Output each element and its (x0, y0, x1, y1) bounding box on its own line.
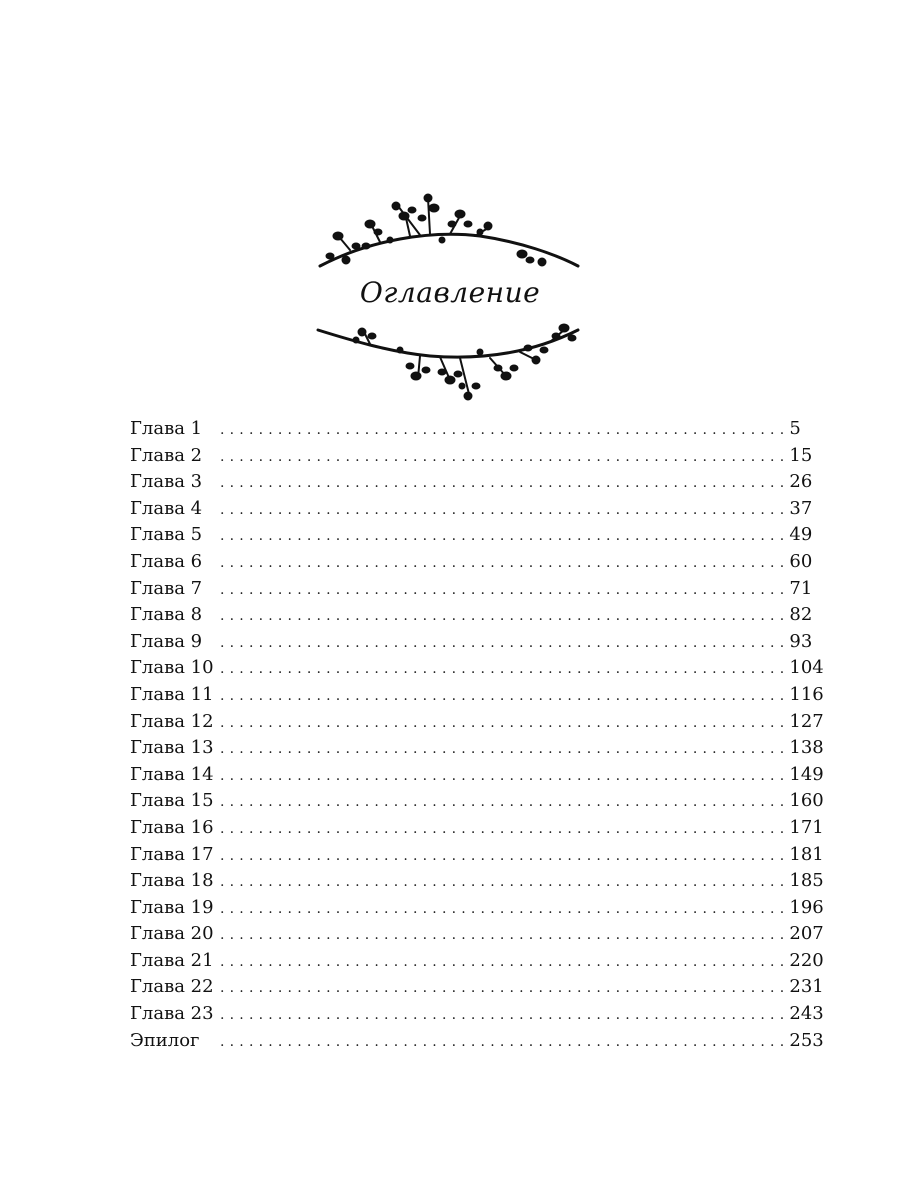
toc-dot-leader: ........................................................... (220, 634, 790, 651)
toc-entry-label: Глава 11 (130, 683, 214, 705)
toc-dot-leader: ........................................................... (220, 661, 790, 678)
toc-dot-leader: ........................................................... (220, 1033, 790, 1050)
toc-dot-leader: ........................................................... (220, 501, 790, 518)
toc-entry-page-number: 104 (789, 657, 824, 679)
toc-entry[interactable] (130, 788, 824, 815)
toc-entry-label: Глава 22 (130, 976, 214, 998)
toc-entry[interactable] (130, 496, 813, 523)
toc-dot-leader: ........................................................... (220, 1007, 790, 1024)
toc-dot-leader: ........................................................... (220, 874, 790, 891)
page-title: Оглавление (359, 276, 541, 309)
toc-entry[interactable] (130, 655, 824, 682)
toc-entry-label: Глава 16 (130, 816, 214, 838)
toc-entry[interactable] (130, 522, 813, 549)
toc-dot-leader: ........................................................... (220, 847, 790, 864)
toc-dot-leader: ........................................................... (220, 528, 790, 545)
toc-entry-page-number: 181 (789, 843, 824, 865)
toc-entry[interactable] (130, 709, 824, 736)
toc-dot-leader: ........................................................... (220, 741, 790, 758)
toc-entry-page-number: 127 (789, 710, 824, 732)
toc-entry-label: Глава 14 (130, 763, 214, 785)
toc-dot-leader: ........................................................... (220, 422, 790, 438)
toc-entry[interactable] (130, 895, 824, 922)
toc-entry-label: Глава 5 (130, 524, 203, 546)
toc-dot-leader: ........................................................... (220, 608, 790, 625)
toc-entry-page-number: 243 (789, 1003, 824, 1025)
toc-entry-page-number: 71 (789, 577, 813, 599)
toc-entry-page-number: 138 (789, 737, 824, 759)
toc-entry-label: Глава 1 (130, 418, 203, 439)
toc-entry-page-number: 15 (789, 444, 813, 466)
toc-entry-page-number: 149 (789, 763, 824, 785)
toc-entry[interactable] (130, 1001, 824, 1028)
toc-entry[interactable] (130, 469, 813, 496)
toc-entry-page-number: 220 (789, 949, 824, 971)
toc-entry[interactable] (130, 682, 824, 709)
toc-dot-leader: ........................................................... (220, 980, 790, 997)
toc-entry[interactable] (130, 576, 813, 603)
toc-entry-label: Глава 3 (130, 471, 203, 493)
toc-dot-leader: ........................................................... (220, 687, 790, 704)
toc-entry-label: Глава 2 (130, 444, 203, 466)
toc-entry-label: Глава 12 (130, 710, 214, 732)
toc-dot-leader: ........................................................... (220, 767, 790, 784)
toc-dot-leader: ........................................................... (220, 475, 790, 492)
toc-entry-label: Глава 23 (130, 1003, 214, 1025)
toc-entry-page-number: 116 (789, 683, 824, 705)
toc-entry[interactable] (130, 735, 824, 762)
toc-entry[interactable] (130, 921, 824, 948)
toc-entry-page-number: 253 (789, 1029, 824, 1051)
toc-entry[interactable] (130, 948, 824, 975)
toc-entry[interactable] (130, 629, 813, 656)
toc-entry-label: Глава 20 (130, 923, 214, 945)
toc-entry-page-number: 5 (789, 418, 801, 439)
toc-dot-leader: ........................................................... (220, 554, 790, 571)
toc-entry[interactable] (130, 549, 813, 576)
toc-dot-leader: ........................................................... (220, 794, 790, 811)
toc-entry[interactable] (130, 1028, 824, 1055)
toc-entry-page-number: 196 (789, 896, 824, 918)
toc-entry-page-number: 26 (789, 471, 813, 493)
toc-entry[interactable] (130, 974, 824, 1001)
toc-entry-page-number: 185 (789, 870, 824, 892)
toc-entry-page-number: 37 (789, 497, 813, 519)
toc-entry-label: Глава 19 (130, 896, 214, 918)
toc-entry-label: Эпилог (130, 1029, 200, 1051)
table-of-contents (130, 416, 824, 1054)
toc-entry-label: Глава 6 (130, 550, 203, 572)
toc-entry-page-number: 171 (789, 816, 824, 838)
toc-entry-label: Глава 4 (130, 497, 203, 519)
toc-dot-leader: ........................................................... (220, 900, 790, 917)
toc-entry[interactable] (130, 842, 824, 869)
toc-entry-label: Глава 17 (130, 843, 214, 865)
toc-dot-leader: ........................................................... (220, 714, 790, 731)
toc-dot-leader: ........................................................... (220, 581, 790, 598)
toc-entry-label: Глава 9 (130, 630, 203, 652)
toc-entry-label: Глава 8 (130, 604, 203, 626)
toc-entry-label: Глава 7 (130, 577, 203, 599)
toc-dot-leader: ........................................................... (220, 820, 790, 837)
floral-branch-ornament-bottom (310, 316, 590, 406)
toc-entry-page-number: 82 (789, 604, 813, 626)
toc-entry[interactable] (130, 868, 824, 895)
toc-entry-page-number: 231 (789, 976, 824, 998)
toc-entry-label: Глава 18 (130, 870, 214, 892)
toc-dot-leader: ........................................................... (220, 953, 790, 970)
toc-entry[interactable] (130, 762, 824, 789)
toc-dot-leader: ........................................................... (220, 448, 790, 465)
toc-entry-label: Глава 10 (130, 657, 214, 679)
toc-entry-label: Глава 13 (130, 737, 214, 759)
toc-dot-leader: ........................................................... (220, 927, 790, 944)
toc-entry[interactable] (130, 602, 813, 629)
toc-entry-page-number: 60 (789, 550, 813, 572)
toc-entry[interactable] (130, 443, 813, 470)
toc-entry-label: Глава 21 (130, 949, 214, 971)
toc-entry[interactable] (130, 815, 824, 842)
toc-entry-page-number: 207 (789, 923, 824, 945)
toc-entry-page-number: 49 (789, 524, 813, 546)
toc-entry-page-number: 93 (789, 630, 813, 652)
toc-entry-label: Глава 15 (130, 790, 214, 812)
floral-branch-ornament-top (310, 188, 590, 278)
toc-entry[interactable] (130, 416, 801, 443)
toc-entry-page-number: 160 (789, 790, 824, 812)
